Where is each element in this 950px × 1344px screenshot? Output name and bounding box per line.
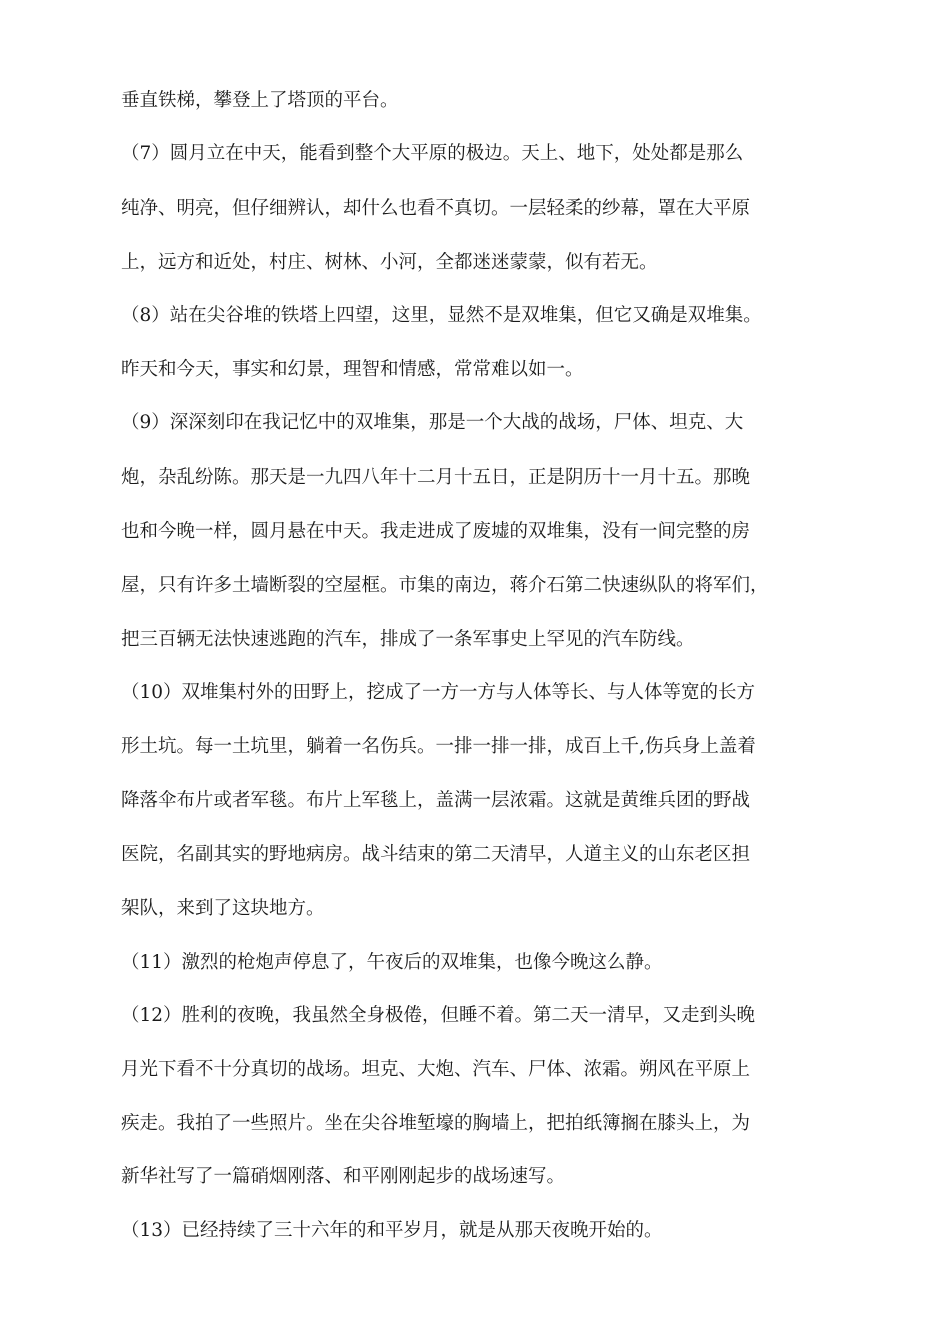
text-line: 炮，杂乱纷陈。那天是一九四八年十二月十五日，正是阴历十一月十五。那晚 xyxy=(121,467,751,488)
text-line: 垂直铁梯，攀登上了塔顶的平台。 xyxy=(121,90,399,111)
text-line: 也和今晚一样，圆月悬在中天。我走进成了废墟的双堆集，没有一间完整的房 xyxy=(121,521,751,542)
text-line: 新华社写了一篇硝烟刚落、和平刚刚起步的战场速写。 xyxy=(121,1166,566,1187)
paragraph-8-line: （8）站在尖谷堆的铁塔上四望，这里，显然不是双堆集，但它又确是双堆集。 xyxy=(121,305,762,326)
text-line: 上，远方和近处，村庄、树林、小河，全都迷迷蒙蒙，似有若无。 xyxy=(121,252,658,273)
text-line: 疾走。我拍了一些照片。坐在尖谷堆堑壕的胸墙上，把拍纸簿搁在膝头上，为 xyxy=(121,1113,751,1134)
text-line: 纯净、明亮，但仔细辨认，却什么也看不真切。一层轻柔的纱幕，罩在大平原 xyxy=(121,198,751,219)
text-line: 降落伞布片或者军毯。布片上军毯上，盖满一层浓霜。这就是黄维兵团的野战 xyxy=(121,790,751,811)
paragraph-7-line: （7）圆月立在中天，能看到整个大平原的极边。天上、地下，处处都是那么 xyxy=(121,143,744,164)
paragraph-13-line: （13）已经持续了三十六年的和平岁月，就是从那天夜晚开始的。 xyxy=(121,1220,663,1241)
text-line: 屋，只有许多土墙断裂的空屋框。市集的南边，蒋介石第二快速纵队的将军们， xyxy=(121,575,769,596)
paragraph-11-line: （11）激烈的枪炮声停息了，午夜后的双堆集，也像今晚这么静。 xyxy=(121,952,663,973)
paragraph-10-line: （10）双堆集村外的田野上，挖成了一方一方与人体等长、与人体等宽的长方 xyxy=(121,682,756,703)
text-line: 架队，来到了这块地方。 xyxy=(121,898,325,919)
text-line: 形土坑。每一土坑里，躺着一名伤兵。一排一排一排，成百上千,伤兵身上盖着 xyxy=(121,736,756,757)
text-line: 把三百辆无法快速逃跑的汽车，排成了一条军事史上罕见的汽车防线。 xyxy=(121,629,695,650)
text-line: 月光下看不十分真切的战场。坦克、大炮、汽车、尸体、浓霜。朔风在平原上 xyxy=(121,1059,751,1080)
paragraph-9-line: （9）深深刻印在我记忆中的双堆集，那是一个大战的战场，尸体、坦克、大 xyxy=(121,412,744,433)
text-line: 昨天和今天，事实和幻景，理智和情感，常常难以如一。 xyxy=(121,359,584,380)
text-line: 医院，名副其实的野地病房。战斗结束的第二天清早，人道主义的山东老区担 xyxy=(121,844,751,865)
paragraph-12-line: （12）胜利的夜晚，我虽然全身极倦，但睡不着。第二天一清早，又走到头晚 xyxy=(121,1005,756,1026)
